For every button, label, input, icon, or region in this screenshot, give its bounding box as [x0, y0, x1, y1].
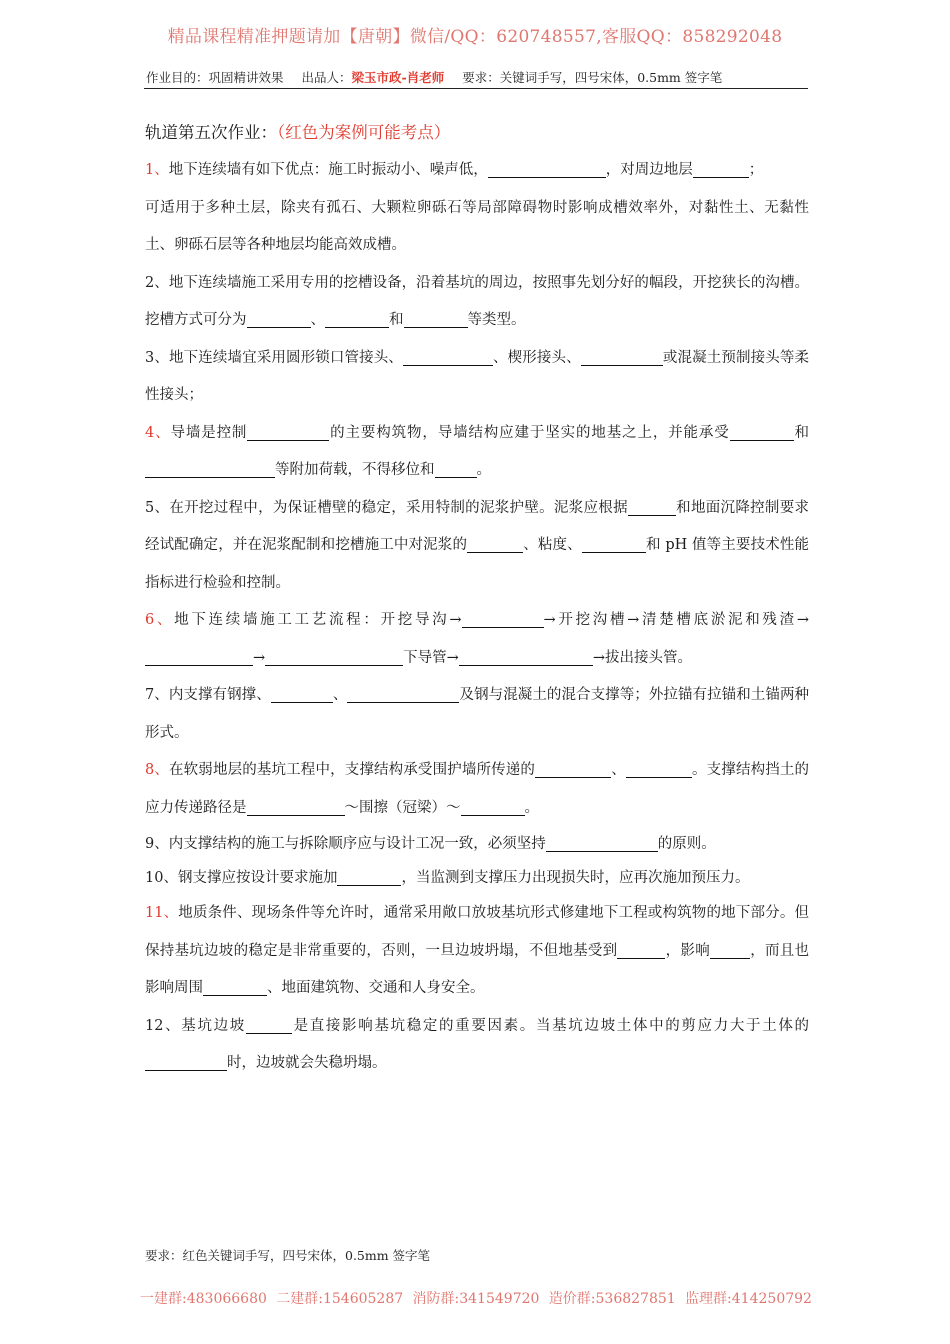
question-text: 和 [793, 424, 810, 441]
question-8 [145, 752, 809, 827]
answer-blank[interactable] [247, 797, 345, 816]
header-line [146, 68, 806, 86]
question-text: 和地面沉降控制要求经试配确定，并在泥浆配制和挖槽施工中对泥浆的 [145, 499, 810, 553]
footer-groups [140, 1288, 812, 1308]
question-text: 的主要构筑物，导墙结构应建于坚实的地基之上，并能承受 [329, 424, 730, 441]
footer-group: 二建群:154605287 [276, 1291, 404, 1307]
answer-blank[interactable] [710, 940, 750, 959]
question-text: ，对周边地层 [605, 162, 693, 178]
answer-blank[interactable] [461, 797, 525, 816]
answer-blank[interactable] [265, 647, 403, 666]
question-number: 9、 [145, 836, 169, 852]
footer-requirement: 要求：红色关键词手写，四号宋体，0.5mm 签字笔 [145, 1248, 431, 1263]
answer-blank[interactable] [435, 459, 477, 478]
question-text: ； [748, 162, 764, 178]
question-text: 基坑边坡 [181, 1017, 246, 1034]
answer-blank[interactable] [467, 534, 523, 553]
question-text: 、 [332, 687, 348, 703]
question-3 [145, 340, 809, 415]
question-text: 导墙是控制 [170, 424, 248, 441]
question-text: 在软弱地层的基坑工程中，支撑结构承受围护墙所传递的 [169, 762, 536, 778]
question-10 [145, 861, 809, 895]
question-6 [145, 602, 809, 677]
answer-blank[interactable] [581, 347, 663, 366]
question-12 [145, 1008, 809, 1083]
question-text: ～围擦（冠梁）～ [344, 799, 461, 816]
footer-group: 一建群:483066680 [140, 1291, 267, 1307]
question-text: 、 [611, 762, 626, 778]
footer-group: 监理群:414250792 [685, 1291, 812, 1307]
title-main: 轨道第五次作业： [145, 123, 277, 142]
answer-blank[interactable] [459, 647, 593, 666]
question-9 [145, 827, 809, 861]
question-text: → [253, 649, 266, 666]
question-text: →拔出接头管。 [592, 649, 692, 666]
question-text: 钢支撑应按设计要求施加 [177, 870, 338, 886]
footer-group: 造价群:536827851 [548, 1291, 676, 1307]
answer-blank[interactable] [271, 684, 333, 703]
title-note: （红色为案例可能考点） [277, 123, 451, 142]
homework-content [145, 116, 809, 1083]
question-5 [145, 490, 809, 603]
header-purpose: 作业目的：巩固精讲效果 [146, 70, 284, 85]
question-number: 4、 [145, 424, 171, 441]
question-text: 的原则。 [657, 836, 716, 852]
question-text: 。 [476, 462, 491, 478]
header-divider [144, 88, 808, 89]
question-11 [145, 895, 809, 1008]
question-number: 8、 [145, 762, 170, 778]
question-text: 等类型。 [467, 312, 526, 328]
answer-blank[interactable] [535, 759, 611, 778]
question-text: 或混凝土预制接头等柔性接头； [145, 349, 810, 403]
question-number: 6、 [145, 612, 175, 628]
answer-blank[interactable] [246, 1015, 292, 1034]
question-number: 12、 [145, 1017, 182, 1034]
question-text: 内支撑有钢撑、 [168, 687, 271, 703]
question-text: 、楔形接头、 [492, 349, 581, 366]
question-1 [145, 152, 809, 265]
question-text: ，而且也影响周围 [145, 942, 810, 996]
top-banner: 精品课程精准押题请加【唐朝】微信/QQ：620748557,客服QQ：858292048 [167, 27, 783, 47]
question-text: 等附加荷载，不得移位和 [275, 462, 435, 478]
answer-blank[interactable] [546, 833, 658, 852]
question-text: 、粘度、 [523, 537, 582, 553]
question-text: 地下连续墙有如下优点：施工时振动小、噪声低， [168, 162, 488, 178]
question-number: 7、 [145, 687, 169, 703]
answer-blank[interactable] [404, 309, 468, 328]
header-author-label: 出品人： [301, 70, 352, 85]
question-text: 下导管→ [403, 649, 459, 666]
question-number: 3、 [145, 349, 169, 366]
question-text: 地质条件、现场条件等允许时，通常采用敞口放坡基坑形式修建地下工程或构筑物的地下部分。但保持基坑边坡的稳定是非常重要的，否则，一旦边坡坍塌，不但地基受到 [145, 905, 809, 959]
question-text: 、 [310, 312, 325, 328]
question-text: 地下连续墙宜采用圆形锁口管接头、 [168, 349, 403, 366]
answer-blank[interactable] [628, 497, 676, 516]
answer-blank[interactable] [626, 759, 692, 778]
page-title [145, 116, 809, 150]
answer-blank[interactable] [347, 684, 459, 703]
question-text: 地下连续墙施工采用专用的挖槽设备，沿着基坑的周边，按照事先划分好的幅段，开挖狭长的沟槽。挖槽方式可分为 [145, 274, 809, 328]
answer-blank[interactable] [730, 422, 794, 441]
header-author: 梁玉市政-肖老师 [351, 70, 445, 85]
question-number: 10、 [145, 870, 178, 886]
answer-blank[interactable] [693, 159, 749, 178]
answer-blank[interactable] [403, 347, 493, 366]
question-text: 、地面建筑物、交通和人身安全。 [267, 980, 485, 996]
question-text: 。 [524, 799, 539, 816]
question-text: 是直接影响基坑稳定的重要因素。当基坑边坡土体中的剪应力大于土体的 [291, 1017, 810, 1034]
answer-blank[interactable] [325, 309, 389, 328]
question-2 [145, 265, 809, 340]
answer-blank[interactable] [617, 940, 665, 959]
question-text: ，当监测到支撑压力出现损失时，应再次施加预压力。 [401, 870, 750, 886]
question-number: 2、 [145, 274, 169, 291]
answer-blank[interactable] [247, 309, 311, 328]
answer-blank[interactable] [488, 159, 606, 178]
answer-blank[interactable] [203, 977, 267, 996]
question-text: 在开挖过程中，为保证槽壁的稳定，采用特制的泥浆护壁。泥浆应根据 [169, 499, 628, 516]
question-text: 可适用于多种土层，除夹有孤石、大颗粒卵砾石等局部障碍物时影响成槽效率外，对黏性土、无黏性土、卵砾石层等各种地层均能高效成槽。 [145, 199, 809, 253]
question-text: 内支撑结构的施工与拆除顺序应与设计工况一致，必须坚持 [168, 836, 546, 852]
answer-blank[interactable] [462, 609, 544, 628]
question-text: 地下连续墙施工工艺流程：开挖导沟→ [174, 612, 462, 628]
question-text: 时，边坡就会失稳坍塌。 [227, 1055, 387, 1071]
answer-blank[interactable] [145, 1052, 227, 1071]
question-text: 。支撑结构挡土的应力传递路径是 [145, 762, 810, 816]
answer-blank[interactable] [337, 867, 401, 886]
question-number: 1、 [145, 162, 169, 178]
question-text: ，影响 [665, 942, 710, 959]
question-4 [145, 415, 809, 490]
question-text: 和 [389, 312, 404, 328]
footer-group: 消防群:341549720 [412, 1291, 540, 1307]
question-number: 11、 [145, 905, 179, 921]
header-requirement: 要求：关键词手写，四号宋体，0.5mm 签字笔 [462, 70, 723, 85]
answer-blank[interactable] [247, 422, 329, 441]
answer-blank[interactable] [582, 534, 646, 553]
answer-blank[interactable] [145, 647, 253, 666]
answer-blank[interactable] [145, 459, 275, 478]
question-text: →开挖沟槽→清楚槽底淤泥和残渣→ [543, 612, 809, 628]
question-text: 及钢与混凝土的混合支撑等；外拉锚有拉锚和土锚两种形式。 [145, 687, 810, 741]
question-number: 5、 [145, 499, 170, 516]
question-text: 和 pH 值等主要技术性能指标进行检验和控制。 [145, 537, 809, 591]
question-7 [145, 677, 809, 752]
